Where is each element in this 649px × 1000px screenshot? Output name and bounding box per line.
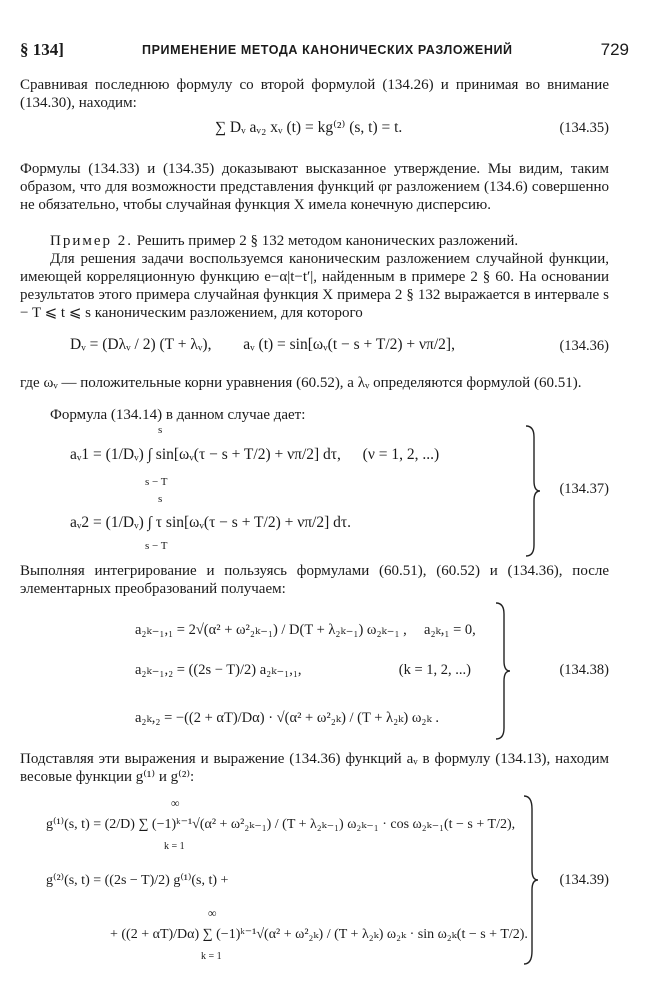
eq-134-38-line1b: a₂ₖ,₁ = 0,	[424, 622, 476, 638]
equation-number-134-39: (134.39)	[559, 872, 609, 888]
eq-134-39-sum-lower-1: k = 1	[164, 841, 185, 852]
equation-number-134-35: (134.35)	[559, 120, 609, 136]
eq-134-38-line2: a₂ₖ₋₁,₂ = ((2s − T)/2) a₂ₖ₋₁,₁, (k = 1, 2, ...)	[135, 662, 471, 678]
paragraph-3: Для решения задачи воспользуемся каноническим разложением случайной функции, имеющей корреляционную функцию e−α|t−t′|, найденным в примере 2 § 60. На основании результатов этого примера случайная функция X примера 2 § 132 выражается в интервале s − T ⩽ t ⩽ s каноническим разложением, для которого	[20, 251, 609, 321]
eq-134-39-sum-upper-1: ∞	[171, 796, 180, 810]
eq-134-37-line2: aᵥ2 = (1/Dᵥ) ∫ τ sin[ωᵥ(τ − s + T/2) + νπ/2] dτ.	[70, 514, 351, 531]
eq-134-38-line1: a₂ₖ₋₁,₁ = 2√(α² + ω²₂ₖ₋₁) / D(T + λ₂ₖ₋₁) ω₂ₖ₋₁ , a₂ₖ,₁ = 0,	[135, 622, 476, 638]
brace-134-39	[522, 795, 540, 965]
eq-134-37-cond: (ν = 1, 2, ...)	[362, 446, 440, 463]
eq-134-39-line2: g⁽²⁾(s, t) = ((2s − T)/2) g⁽¹⁾(s, t) +	[46, 873, 229, 888]
eq-134-39-sum-upper-2: ∞	[208, 906, 217, 920]
equation-number-134-36: (134.36)	[559, 338, 609, 354]
eq-134-36-right: aᵥ (t) = sin[ωᵥ(t − s + T/2) + νπ/2],	[243, 336, 455, 353]
paragraph-7: Подставляя эти выражения и выражение (134.36) функций aᵥ в формулу (134.13), находим весовые функции g⁽¹⁾ и g⁽²⁾:	[20, 751, 609, 785]
chapter-title: ПРИМЕНЕНИЕ МЕТОДА КАНОНИЧЕСКИХ РАЗЛОЖЕНИЙ	[142, 43, 513, 57]
eq-134-37-lower-limit-1: s − T	[145, 476, 168, 488]
paragraph-4: где ωᵥ — положительные корни уравнения (60.52), а λᵥ определяются формулой (60.51).	[20, 375, 582, 391]
equation-number-134-38: (134.38)	[559, 662, 609, 678]
eq-134-37-line1: aᵥ1 = (1/Dᵥ) ∫ sin[ωᵥ(τ − s + T/2) + νπ/2] dτ, (ν = 1, 2, ...)	[70, 446, 440, 463]
eq-134-38-line3: a₂ₖ,₂ = −((2 + αT)/Dα) · √(α² + ω²₂ₖ) / (T + λ₂ₖ) ω₂ₖ .	[135, 710, 440, 726]
eq-134-35-formula: ∑ Dᵥ aᵥ₂ xᵥ (t) = kg⁽²⁾ (s, t) = t.	[215, 119, 403, 136]
example-text: Решить пример 2 § 132 методом канонических разложений.	[136, 233, 519, 249]
equation-134-35	[215, 118, 402, 137]
eq-134-39-line3: + ((2 + αT)/Dα) ∑ (−1)ᵏ⁻¹√(α² + ω²₂ₖ) / (T + λ₂ₖ) ω₂ₖ · sin ω₂ₖ(t − s + T/2).	[110, 927, 528, 942]
section-ref: § 134]	[20, 40, 64, 59]
eq-134-37-upper-limit-2: s	[158, 493, 163, 505]
eq-134-37-upper-limit-1: s	[158, 424, 163, 436]
eq-134-38-cond: (k = 1, 2, ...)	[398, 662, 471, 678]
eq-134-39-sum-lower-2: k = 1	[201, 951, 222, 962]
example-label: Пример 2.	[50, 233, 134, 249]
paragraph-2: Формулы (134.33) и (134.35) доказывают высказанное утверждение. Мы видим, таким образом, что для возможности представления функций φr разложением (134.6) совершенно не обязательно, чтобы случайная функция X имела конечную дисперсию.	[20, 161, 609, 213]
brace-134-37	[524, 425, 542, 557]
equation-134-36	[70, 336, 455, 354]
eq-134-37-lower-limit-2: s − T	[145, 540, 168, 552]
paragraph-6: Выполняя интегрирование и пользуясь формулами (60.51), (60.52) и (134.36), после элементарных преобразований получаем:	[20, 563, 609, 597]
equation-number-134-37: (134.37)	[559, 481, 609, 497]
eq-134-39-line1: g⁽¹⁾(s, t) = (2/D) ∑ (−1)ᵏ⁻¹√(α² + ω²₂ₖ₋₁) / (T + λ₂ₖ₋₁) ω₂ₖ₋₁ · cos ω₂ₖ₋₁(t − s + T/2),	[46, 817, 516, 832]
example-line	[20, 232, 609, 250]
paragraph-5: Формула (134.14) в данном случае дает:	[50, 407, 306, 423]
brace-134-38	[494, 602, 512, 740]
page-number: 729	[600, 40, 629, 59]
running-header	[20, 40, 629, 62]
eq-134-36-left: Dᵥ = (Dλᵥ / 2) (T + λᵥ),	[70, 336, 212, 353]
paragraph-1: Сравнивая последнюю формулу со второй формулой (134.26) и принимая во внимание (134.30), находим:	[20, 77, 609, 111]
